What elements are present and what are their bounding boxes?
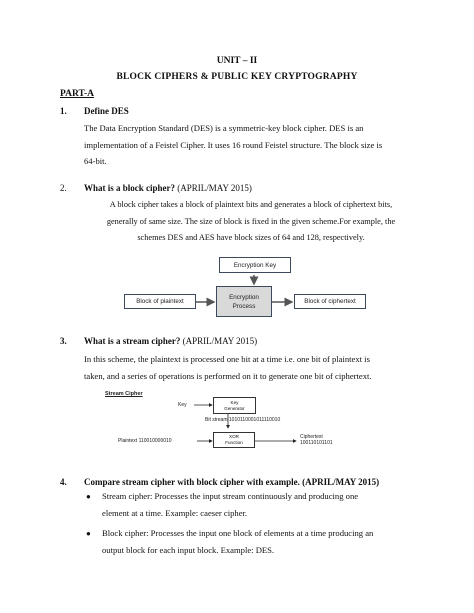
ciphertext-bits: 100110101101 — [300, 440, 333, 446]
plaintext-block-box: Block of plaintext — [124, 294, 196, 309]
bullet-block-cipher — [86, 525, 420, 559]
process-label: Process — [232, 302, 256, 310]
question-title: What is a stream cipher? — [84, 336, 181, 346]
process-label: Encryption — [229, 293, 259, 301]
question-title: Define DES — [84, 106, 129, 116]
ciphertext-title: Ciphertext — [300, 434, 323, 440]
bullet-dot: ● — [86, 492, 91, 501]
ciphertext-block-box: Block of ciphertext — [294, 294, 366, 309]
bullet-line: element at a time. Example: caeser cipher. — [102, 508, 248, 518]
answer-line: implementation of a Feistel Cipher. It uses 16 round Feistel structure. The block size is — [84, 139, 383, 150]
key-generator-box — [213, 397, 256, 414]
xor-label: Function — [225, 440, 243, 445]
question-4-heading — [60, 477, 379, 487]
question-number: 1. — [60, 106, 67, 116]
question-number: 4. — [60, 477, 67, 487]
question-exam-tag: (APRIL/MAY 2015) — [299, 477, 380, 487]
bullet-stream-cipher — [86, 488, 420, 522]
stream-cipher-title: Stream Cipher — [105, 391, 143, 397]
question-title: What is a block cipher? — [84, 183, 176, 193]
question-number: 3. — [60, 336, 67, 346]
bullet-line: output block for each input block. Example: DES. — [102, 545, 275, 555]
answer-line: The Data Encryption Standard (DES) is a symmetric-key block cipher. DES is an — [84, 123, 364, 133]
question-exam-tag: (APRIL/MAY 2015) — [180, 336, 258, 346]
key-generator-label: Key — [230, 399, 239, 405]
bit-stream-label: Bit stream 1010110001011110010 — [205, 417, 281, 423]
answer-line: In this scheme, the plaintext is processed one bit at a time i.e. one bit of plaintext is — [84, 354, 370, 364]
question-title: Compare stream cipher with block cipher with example. — [84, 477, 300, 487]
bullet-dot: ● — [86, 529, 91, 538]
page-title: BLOCK CIPHERS & PUBLIC KEY CRYPTOGRAPHY — [116, 72, 358, 82]
answer-line: taken, and a series of operations is performed on it to generate one bit of ciphertext. — [84, 370, 372, 381]
answer-line: A block cipher takes a block of plaintext bits and generates a block of ciphertext bits, — [109, 200, 393, 209]
encryption-key-box: Encryption Key — [219, 257, 291, 273]
key-generator-label: Generator — [224, 405, 245, 411]
question-exam-tag: (APRIL/MAY 2015) — [175, 183, 252, 193]
key-input-label: Key — [178, 402, 187, 408]
part-heading: PART-A — [60, 89, 94, 99]
unit-heading: UNIT – II — [216, 56, 258, 66]
bullet-line: Block cipher: Processes the input one block of elements at a time producing an — [102, 528, 374, 538]
plaintext-bits-label: Plaintext 110010000010 — [118, 438, 172, 444]
question-number: 2. — [60, 183, 67, 193]
answer-line: schemes DES and AES have block sizes of 64 and 128, respectively. — [137, 233, 365, 242]
ciphertext-bits-label — [300, 434, 333, 446]
xor-function-box — [213, 432, 255, 448]
bullet-line: Stream cipher: Processes the input stream continuously and producing one — [102, 491, 359, 501]
xor-label: XOR — [229, 434, 239, 439]
answer-line: generally of same size. The size of block is fixed in the given scheme.For example, the — [106, 216, 396, 226]
answer-line: 64-bit. — [84, 156, 107, 166]
